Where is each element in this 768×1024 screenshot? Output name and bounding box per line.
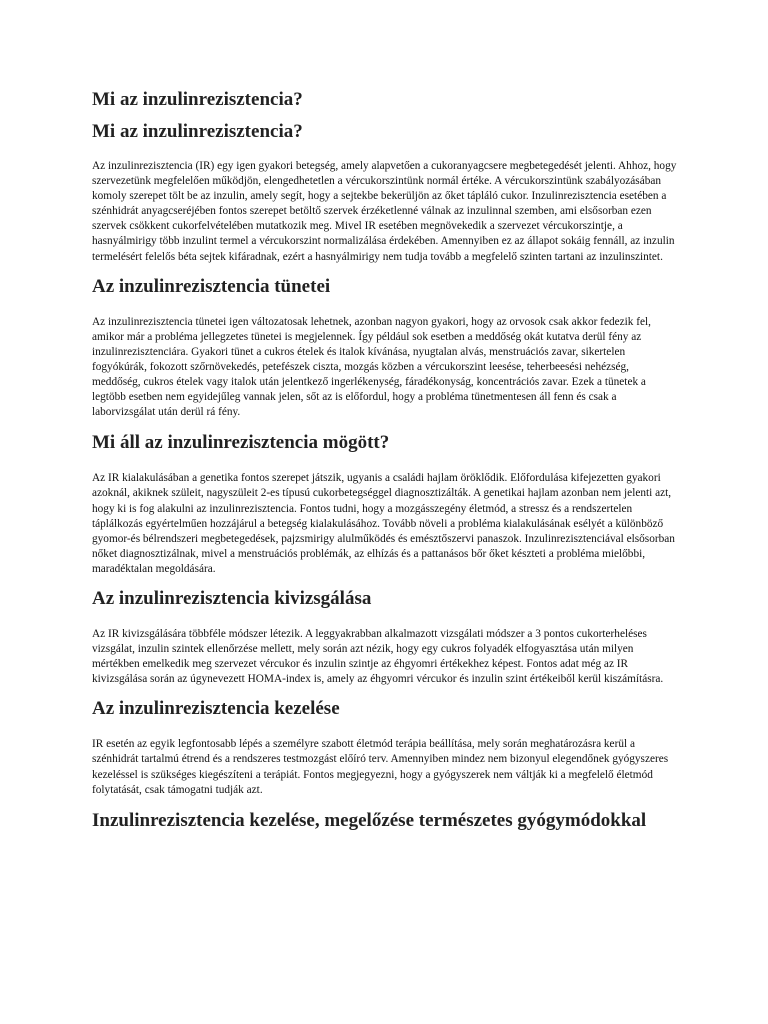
section-heading-diagnosis: Az inzulinrezisztencia kivizsgálása (92, 587, 372, 609)
diagnosis-paragraph: Az IR kivizsgálására többféle módszer létezik. A leggyakrabban alkalmazott vizsgálati módszer a 3 pontos cukorterheléses vizsgálat, inzulin szintek ellenőrzése mellett, mely során azt nézik, hogy egy cukros folyadék elfogyasztása után milyen mértékben emelkedik meg szervezet vércukor és inzulin szintje az éhgyomri értékekhez képest. Fontos adat még az IR kivizsgálása során az úgynevezett HOMA-index is, amely az éhgyomri vércukor és inzulin szint értékeiből kerül kiszámításra. (92, 627, 664, 686)
intro-paragraph: Az inzulinrezisztencia (IR) egy igen gyakori betegség, amely alapvetően a cukoranyagcsere megbetegedését jelenti. Ahhoz, hogy szervezetünk megfelelően működjön, elengedhetetlen a vércukorszintünk normál értéke. A vércukorszintünk szabályozásában komoly szerepet tölt be az inzulin, amely segít, hogy a sejtekbe bekerüljön az őket tápláló cukor. Inzulinrezisztencia esetében a szénhidrát anyagcseréjében fontos szerepet betöltő szervek érzéketlenné válnak az inzulinnal szemben, ami elsősorban ezen szervek csökkent cukorfelvételében mutatkozik meg. Mivel IR esetében megnövekedik a szervezet vércukorszintje, a hasnyálmirigy több inzulint termel a vércukorszint normalizálása érdekében. Amennyiben ez az állapot sokáig fennáll, az inzulin termelésért felelős béta sejtek kifáradnak, ezért a hasnyálmirigy nem tudja tovább a megfelelő szinten tartani az inzulinszintet. (92, 160, 677, 263)
causes-paragraph: Az IR kialakulásában a genetika fontos szerepet játszik, ugyanis a családi hajlam öröklődik. Előfordulása kifejezetten gyakori azoknál, akiknek szüleit, nagyszüleit 2-es típusú cukorbetegséggel diagnosztizálták. A genetikai hajlam azonban nem jelenti azt, hogy ki is fog alakulni az inzulinrezisztencia. Fontos tudni, hogy a mozgásszegény életmód, a stressz és a rendszertelen táplálkozás egyértelműen hozzájárul a betegség kialakulásához. Tovább növeli a probléma kialakulásának esélyét a különböző gyomor-és bélrendszeri megbetegedések, pajzsmirigy alulműködés és emésztőszervi panaszok. Inzulinrezisztenciával elsősorban nőket diagnosztizálnak, mivel a menstruációs problémák, az elhízás és a pattanásos bőr őket készteti a probléma mielőbbi, maradéktalan megoldására. (92, 472, 675, 575)
section-heading-natural-remedies: Inzulinrezisztencia kezelése, megelőzése természetes gyógymódokkal (92, 809, 647, 831)
symptoms-paragraph: Az inzulinrezisztencia tünetei igen változatosak lehetnek, azonban nagyon gyakori, hogy az orvosok csak akkor fedezik fel, amikor már a probléma jellegzetes tünetei is megjelennek. Így például sok esetben a meddőség okát kutatva derül fény az inzulinrezisztenciára. Gyakori tünet a cukros ételek és italok kívánása, nyugtalan alvás, menstruációs zavar, sikertelen fogyókúrák, fokozott szőrnövekedés, petefészek ciszta, mozgás közben a vércukorszint leesése, teherbeesési nehézség, meddőség, cukros ételek vagy italok után jelentkező ingerlékenység, fáradékonyság, koncentrációs zavar. Ezek a tünetek a legtöbb esetben nem egyidejűleg vannak jelen, sőt az is előfordul, hogy a probléma tünetmentesen áll fenn és csak a laborvizsgálat után derül rá fény. (92, 315, 651, 419)
section-heading-symptoms: Az inzulinrezisztencia tünetei (92, 275, 331, 297)
article-title: Mi az inzulinrezisztencia? (92, 121, 303, 142)
section-heading-treatment: Az inzulinrezisztencia kezelése (92, 698, 340, 720)
treatment-paragraph: IR esetén az egyik legfontosabb lépés a személyre szabott életmód terápia beállítása, mely során meghatározásra kerül a szénhidrát tartalmú étrend és a rendszeres testmozgást előíró terv. Amennyiben mindez nem bizonyul elegendőnek gyógyszeres kezeléssel is szükséges kiegészíteni a terápiát. Fontos megjegyezni, hogy a gyógyszerek nem váltják ki a megfelelő életmód folytatását, csak támogatni tudják azt. (92, 738, 669, 796)
document-page (92, 88, 678, 833)
section-heading-causes: Mi áll az inzulinrezisztencia mögött? (92, 432, 390, 454)
page-title: Mi az inzulinrezisztencia? (92, 89, 303, 110)
